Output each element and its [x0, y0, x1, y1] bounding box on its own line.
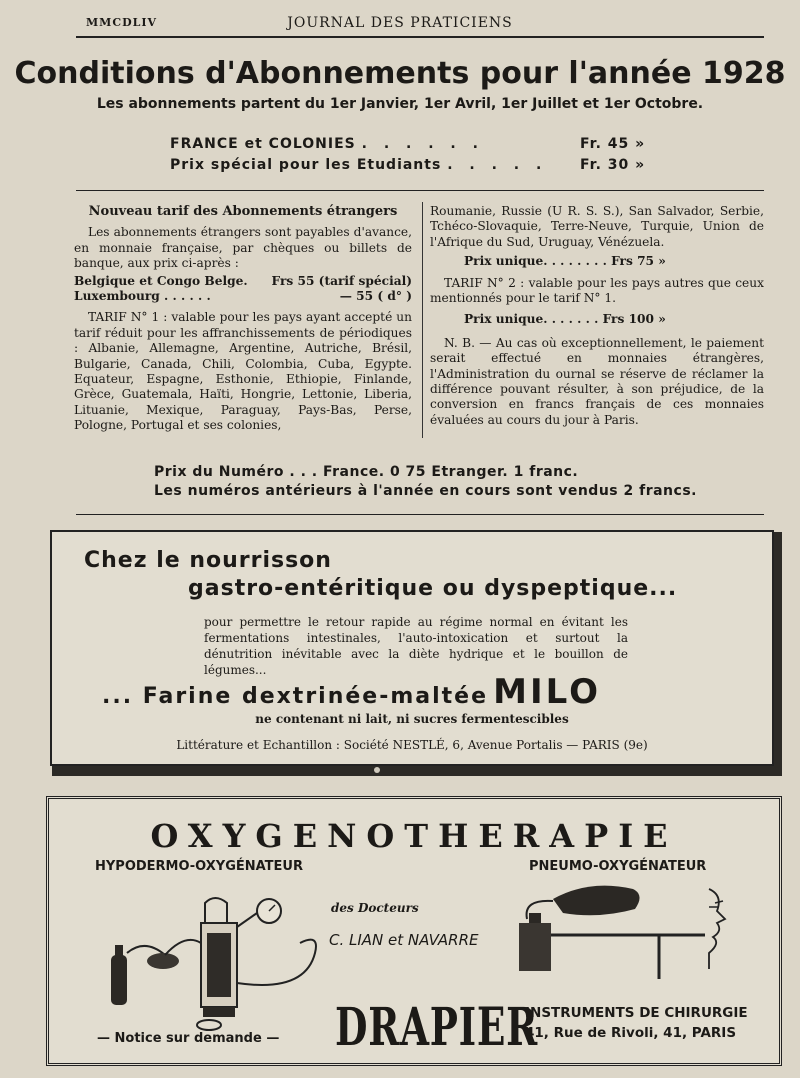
students-price-row — [170, 157, 680, 173]
tarif2-text: TARIF N° 2 : valable pour les pays autres que ceux mentionnés pour le tarif N° 1. — [430, 275, 764, 306]
subscription-title: Conditions d'Abonnements pour l'année 1928 — [14, 56, 786, 91]
foreign-right-column — [430, 204, 764, 428]
foreign-heading: Nouveau tarif des Abonnements étrangers — [88, 204, 398, 219]
header-rule — [76, 36, 764, 38]
luxembourg-label: Luxembourg . . . . . . — [74, 289, 211, 304]
tarif1-continued: Roumanie, Russie (U R. S. S.), San Salvador, Serbie, Tchéco-Slovaquie, Terre-Neuve, Turquie, Union de l'Afrique du Sud, Uruguay, Vénézuela. — [430, 204, 764, 249]
foreign-intro: Les abonnements étrangers sont payables d'avance, en monnaie française, par chèques ou billets de banque, aux prix ci-après : — [74, 225, 412, 271]
doctors-names: C. LIAN et NAVARRE — [329, 931, 479, 949]
students-label: Prix spécial pour les Etudiants — [170, 157, 442, 173]
pneumo-label: PNEUMO-OXYGÉNATEUR — [529, 859, 707, 874]
milo-body: pour permettre le retour rapide au régime normal en évitant les fermentations intestinales, l'auto-intoxication et surtout la dénutrition inévitable avec la diète hydrique et le bouillon de légumes... — [204, 615, 628, 677]
notice-label: — Notice sur demande — — [97, 1031, 280, 1046]
back-issues-line: Les numéros antérieurs à l'année en cours sont vendus 2 francs. — [154, 483, 697, 499]
doctors-label: des Docteurs — [331, 901, 419, 915]
column-divider — [422, 202, 423, 438]
decorative-dot — [374, 767, 380, 773]
hypodermo-oxygenateur-illustration — [105, 883, 335, 1033]
subscription-subtitle: Les abonnements partent du 1er Janvier, 1er Avril, 1er Juillet et 1er Octobre. — [96, 96, 704, 112]
milo-footer: Littérature et Echantillon : Société NESTLÉ, 6, Avenue Portalis — PARIS (9e) — [176, 738, 648, 752]
students-price: Fr. 30 » — [580, 157, 646, 173]
prix-unique-2: Prix unique. . . . . . . Frs 100 » — [464, 312, 666, 327]
milo-headline-2: gastro-entéritique ou dyspeptique... — [188, 576, 678, 601]
nb-note: N. B. — Au cas où exceptionnellement, le paiement serait effectué en monnaies étrangères, l'Administration du ournal se réserve de réclamer la différence pouvant résulter, à son préjudice, de la conversion en francs français de ces monnaies évaluées au cours du jour à Paris. — [430, 335, 764, 427]
milo-product-prefix: ... Farine dextrinée-maltée — [102, 684, 489, 709]
journal-title: JOURNAL DES PRATICIENS — [287, 15, 513, 31]
tarif1-text: TARIF N° 1 : valable pour les pays ayant accepté un tarif réduit pour les affranchissements de périodiques : Albanie, Allemagne, Argentine, Autriche, Brésil, Bulgarie, Canada, Chili, Colombia, Cuba, Egypte. Equateur, Espagne, Esthonie, Ethiopie, Finlande, Grèce, Guatemala, Haïti, Hongrie, Lettonie, Liberia, Lituanie, Mexique, Paraguay, Pays-Bas, Perse, Pologne, Portugal et ses colonies, — [74, 310, 412, 433]
milo-product-name: MILO — [493, 672, 601, 712]
prix-unique-1: Prix unique. . . . . . . . Frs 75 » — [464, 254, 666, 269]
belgique-label: Belgique et Congo Belge. — [74, 273, 248, 288]
pneumo-oxygenateur-illustration — [509, 879, 759, 989]
france-price: Fr. 45 » — [580, 136, 646, 152]
students-dots: . . . . . — [447, 157, 548, 173]
issue-price-line: Prix du Numéro . . . France. 0 75 Etranger. 1 franc. — [154, 464, 579, 480]
folio-number: MMCDLIV — [86, 16, 158, 29]
milo-tagline: ne contenant ni lait, ni sucres fermentescibles — [255, 712, 569, 726]
section-rule — [76, 190, 764, 191]
oxygenotherapie-advertisement — [46, 796, 782, 1066]
france-dots: . . . . . . — [361, 136, 484, 152]
luxembourg-row — [74, 289, 412, 304]
milo-advertisement — [50, 530, 774, 766]
foreign-left-column — [74, 204, 412, 434]
belgique-price: Frs 55 (tarif spécial) — [271, 273, 412, 288]
belgique-row — [74, 274, 412, 289]
milo-headline-1: Chez le nourrisson — [84, 548, 332, 573]
maker-line-1: INSTRUMENTS DE CHIRURGIE — [525, 1005, 748, 1021]
drapier-brand: DRAPIER — [335, 997, 538, 1058]
milo-product-line — [102, 672, 601, 712]
oxy-title: OXYGENOTHERAPIE — [150, 817, 678, 855]
france-label: FRANCE et COLONIES — [170, 136, 356, 152]
section-rule-2 — [76, 514, 764, 515]
luxembourg-price: — 55 ( d° ) — [339, 289, 412, 304]
hypodermo-label: HYPODERMO-OXYGÉNATEUR — [95, 859, 303, 874]
france-price-row — [170, 136, 680, 152]
maker-line-2: 41, Rue de Rivoli, 41, PARIS — [525, 1025, 737, 1041]
